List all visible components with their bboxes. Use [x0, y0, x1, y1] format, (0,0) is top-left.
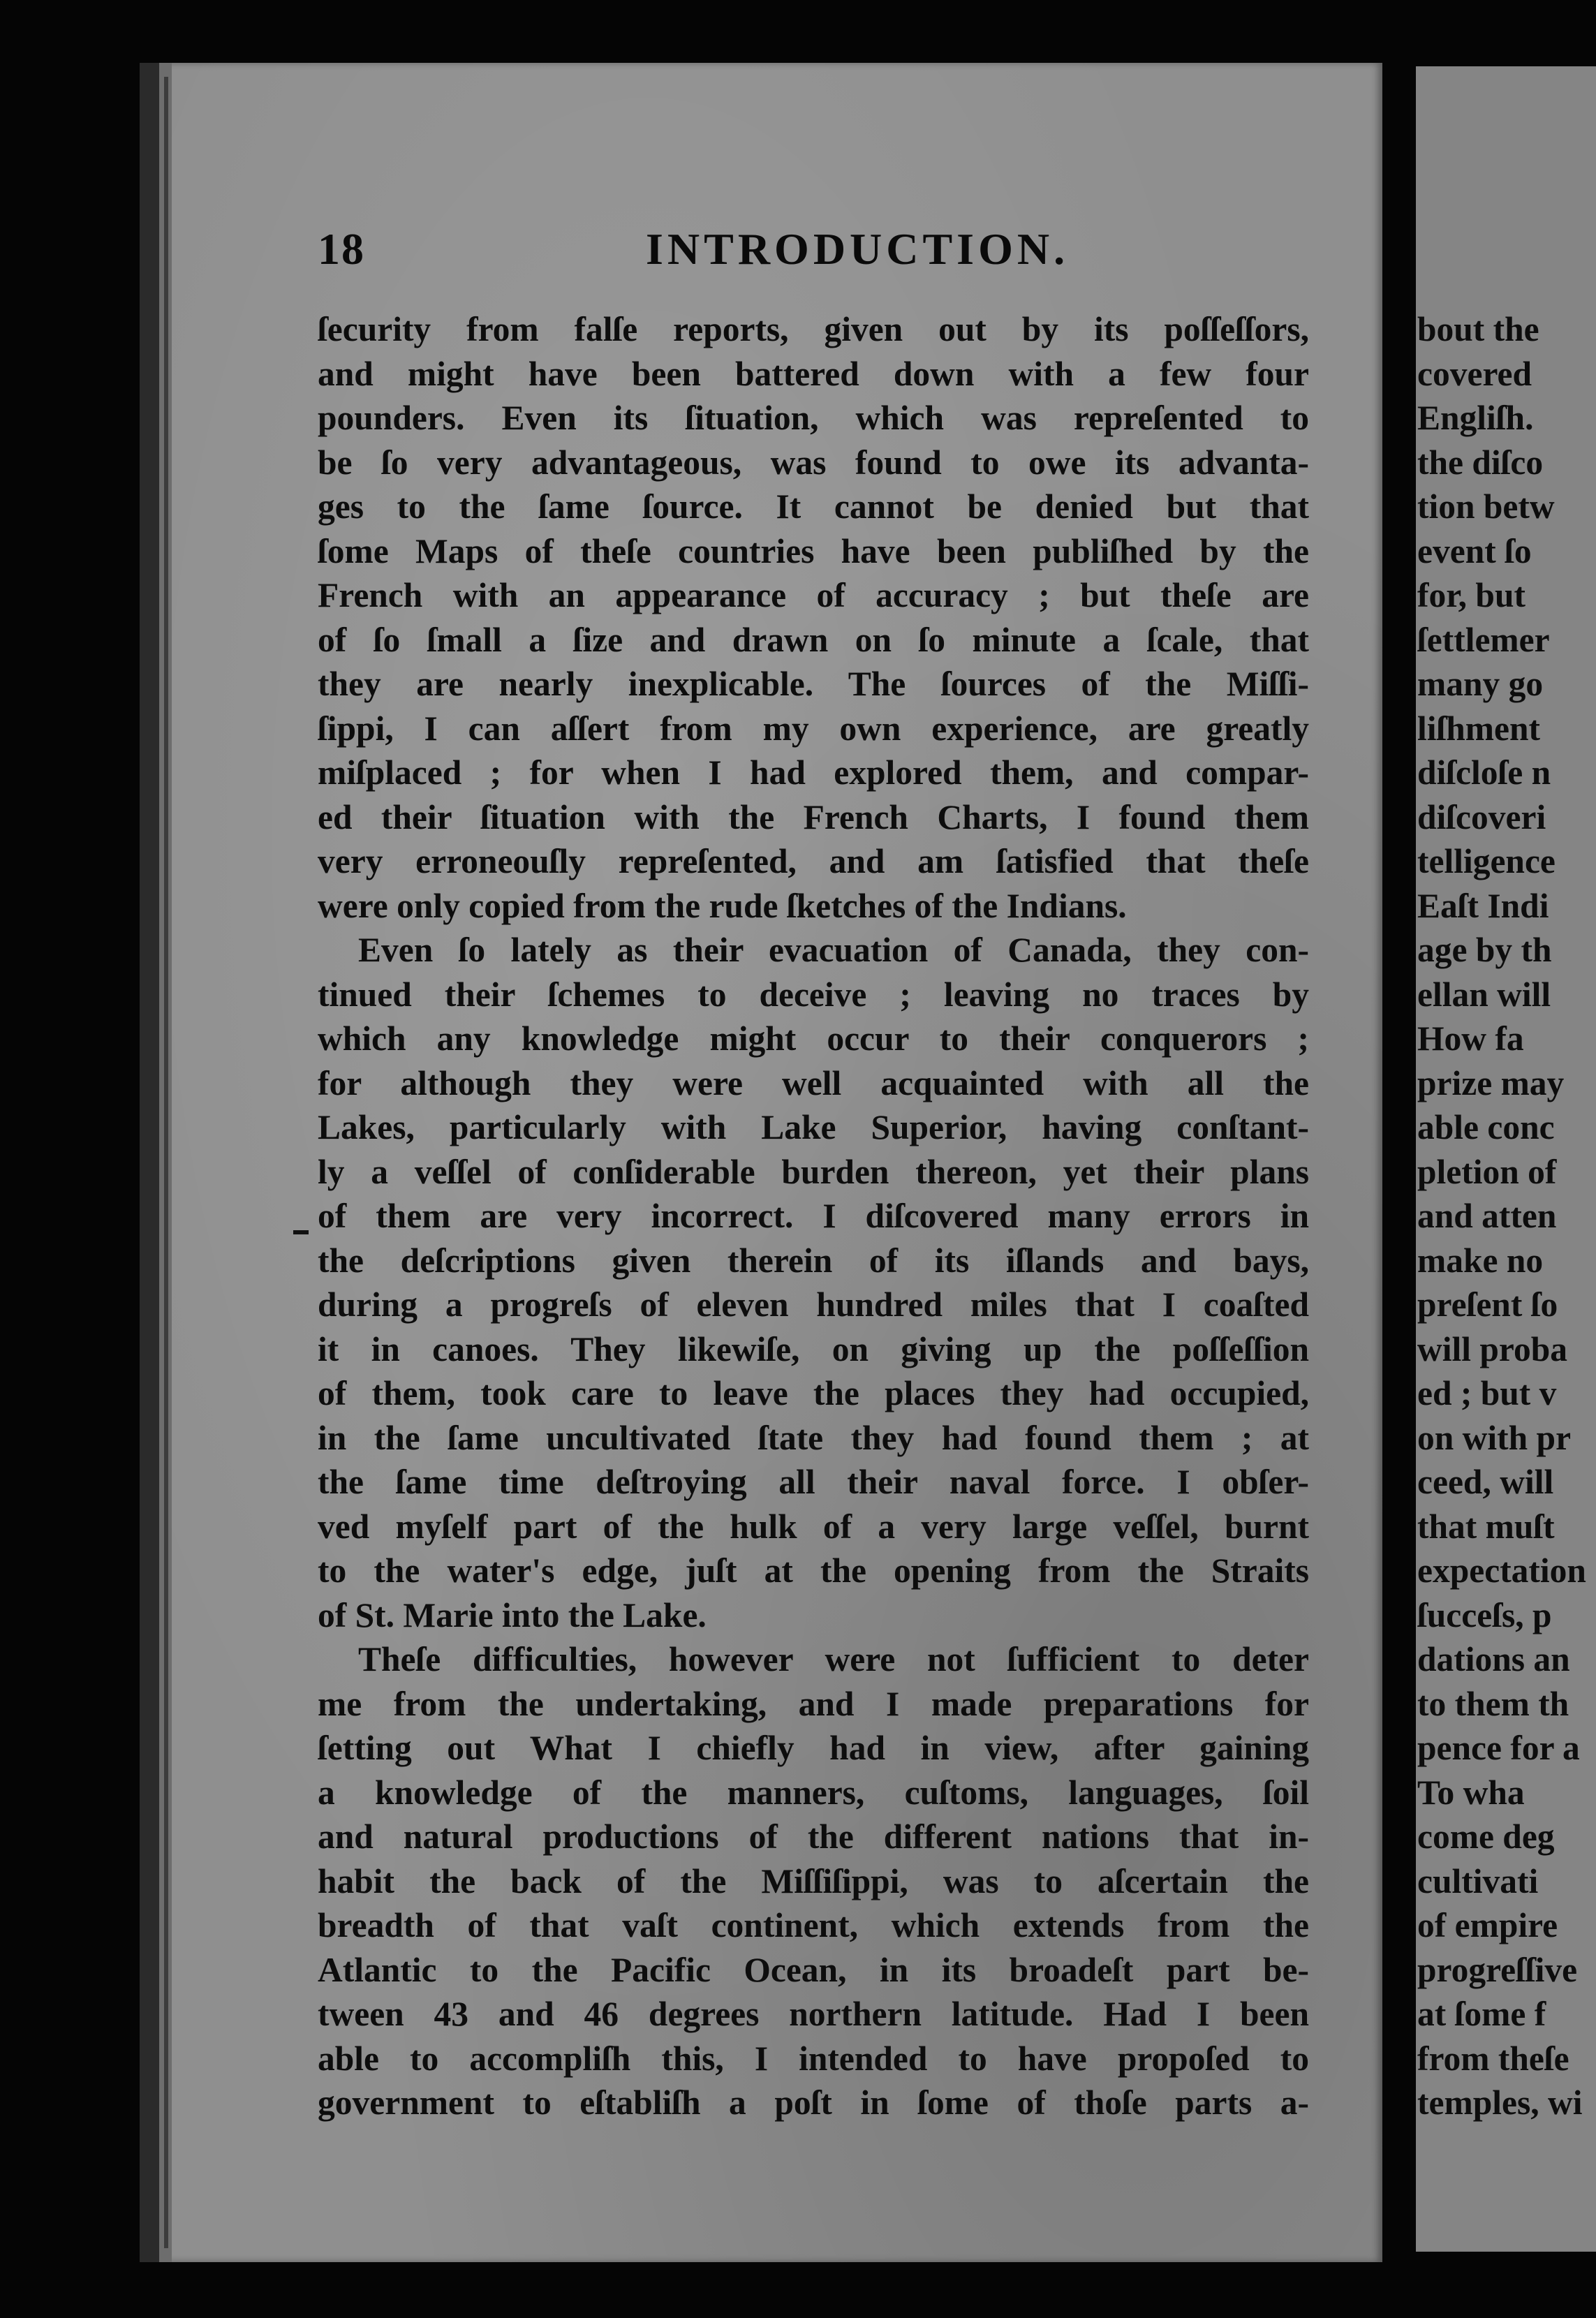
- facing-text-line: cultivati: [1417, 1861, 1539, 1900]
- facing-text-line: event ſo: [1417, 531, 1532, 570]
- facing-text-line: come deg: [1417, 1817, 1555, 1856]
- facing-text-line: the diſco: [1417, 443, 1544, 482]
- text-line: Lakes, particularly with Lake Superior, having conſtant-: [318, 1108, 1309, 1146]
- text-line: and natural productions of the different nations that in-: [318, 1817, 1309, 1856]
- facing-text-line: To wha: [1417, 1773, 1525, 1812]
- text-line: very erroneouſly repreſented, and am ſatisfied that theſe: [318, 842, 1309, 880]
- text-line: ges to the ſame ſource. It cannot be denied but that: [318, 487, 1309, 526]
- text-line: Atlantic to the Pacific Ocean, in its broadeſt part be-: [318, 1950, 1309, 1989]
- facing-text-line: on with pr: [1417, 1418, 1572, 1457]
- text-line: ſetting out What I chiefly had in view, after gaining: [318, 1729, 1309, 1767]
- text-line: pounders. Even its ſituation, which was repreſented to: [318, 399, 1309, 437]
- running-head: [318, 223, 1309, 286]
- facing-text-line: Eaſt Indi: [1417, 886, 1549, 925]
- text-line: the ſame time deſtroying all their naval force. I obſer-: [318, 1463, 1309, 1501]
- facing-text-line: bout the: [1417, 310, 1539, 348]
- text-line: which any knowledge might occur to their conquerors ;: [318, 1019, 1309, 1058]
- text-line: ſome Maps of theſe countries have been publiſhed by the: [318, 531, 1309, 570]
- text-line: able to accompliſh this, I intended to have propoſed to: [318, 2039, 1309, 2078]
- text-line: tinued their ſchemes to deceive ; leaving no traces by: [318, 975, 1309, 1014]
- text-line: of St. Marie into the Lake.: [318, 1595, 707, 1634]
- facing-text-line: preſent ſo: [1417, 1285, 1558, 1324]
- text-line: of them are very incorrect. I diſcovered many errors in: [318, 1197, 1309, 1235]
- facing-text-line: to them th: [1417, 1684, 1569, 1723]
- facing-text-line: liſhment: [1417, 709, 1541, 748]
- text-line: ſippi, I can aſſert from my own experience, are greatly: [318, 709, 1309, 748]
- text-line: government to eſtabliſh a poſt in ſome of thoſe parts a-: [318, 2083, 1309, 2122]
- facing-text-line: able conc: [1417, 1108, 1555, 1146]
- facing-text-line: ſucceſs, p: [1417, 1595, 1552, 1634]
- facing-text-line: covered: [1417, 354, 1532, 393]
- main-text-block: [318, 307, 1309, 2125]
- running-title: INTRODUCTION.: [646, 224, 1070, 274]
- facing-text-line: temples, wi: [1417, 2083, 1583, 2122]
- facing-text-line: diſcoveri: [1417, 797, 1546, 836]
- facing-text-line: diſcloſe n: [1417, 753, 1551, 792]
- facing-text-line: and atten: [1417, 1197, 1557, 1235]
- facing-text-line: ceed, will: [1417, 1463, 1554, 1501]
- text-line: of them, took care to leave the places they had occupied,: [318, 1374, 1309, 1412]
- facing-text-line: make no: [1417, 1241, 1544, 1280]
- text-line: ved myſelf part of the hulk of a very large veſſel, burnt: [318, 1507, 1309, 1546]
- text-line: in the ſame uncultivated ſtate they had found them ; at: [318, 1418, 1309, 1457]
- page-gutter-shadow: [164, 77, 168, 2248]
- facing-text-line: dations an: [1417, 1640, 1570, 1678]
- text-line: to the water's edge, juſt at the opening from the Straits: [318, 1551, 1309, 1590]
- text-line: were only copied from the rude ſketches of the Indians.: [318, 886, 1127, 925]
- facing-text-line: of empire: [1417, 1906, 1558, 1944]
- text-line: a knowledge of the manners, cuſtoms, languages, ſoil: [318, 1773, 1309, 1812]
- facing-text-line: from theſe: [1417, 2039, 1569, 2078]
- text-line: the deſcriptions given therein of its iſlands and bays,: [318, 1241, 1309, 1280]
- facing-text-line: prize may: [1417, 1063, 1565, 1102]
- facing-text-line: progreſſive: [1417, 1950, 1578, 1989]
- text-line: during a progreſs of eleven hundred miles that I coaſted: [318, 1285, 1309, 1324]
- facing-text-line: How fa: [1417, 1019, 1524, 1058]
- text-line: and might have been battered down with a few four: [318, 354, 1309, 393]
- text-line: ed their ſituation with the French Charts, I found them: [318, 797, 1309, 836]
- text-line: habit the back of the Miſſiſippi, was to aſcertain the: [318, 1861, 1309, 1900]
- facing-text-line: pletion of: [1417, 1152, 1557, 1191]
- facing-text-line: ed ; but v: [1417, 1374, 1557, 1412]
- facing-text-line: many go: [1417, 665, 1544, 703]
- facing-text-line: expectation: [1417, 1551, 1586, 1590]
- margin-mark: [293, 1230, 309, 1234]
- text-line: tween 43 and 46 degrees northern latitude. Had I been: [318, 1995, 1309, 2033]
- text-line: of ſo ſmall a ſize and drawn on ſo minute a ſcale, that: [318, 620, 1309, 659]
- text-line: French with an appearance of accuracy ; but theſe are: [318, 576, 1309, 614]
- facing-text-line: age by th: [1417, 931, 1552, 969]
- text-line: breadth of that vaſt continent, which extends from the: [318, 1906, 1309, 1944]
- page-number: 18: [318, 224, 365, 274]
- facing-text-line: Engliſh.: [1417, 399, 1534, 437]
- facing-page-text: [1417, 307, 1596, 2125]
- text-line: be ſo very advantageous, was found to owe its advanta-: [318, 443, 1309, 482]
- facing-text-line: pence for a: [1417, 1729, 1580, 1767]
- text-line: me from the undertaking, and I made preparations for: [318, 1684, 1309, 1723]
- facing-text-line: that muſt: [1417, 1507, 1555, 1546]
- text-line: for although they were well acquainted with all the: [318, 1063, 1309, 1102]
- text-line: Theſe difficulties, however were not ſufficient to deter: [358, 1640, 1309, 1678]
- text-line: it in canoes. They likewiſe, on giving up the poſſeſſion: [318, 1329, 1309, 1368]
- facing-text-line: ellan will: [1417, 975, 1551, 1014]
- facing-text-line: ſettlemer: [1417, 620, 1550, 659]
- text-line: Even ſo lately as their evacuation of Canada, they con-: [358, 931, 1309, 969]
- facing-text-line: telligence: [1417, 842, 1556, 880]
- text-line: they are nearly inexplicable. The ſources of the Miſſi-: [318, 665, 1309, 703]
- facing-text-line: for, but: [1417, 576, 1525, 614]
- facing-text-line: will proba: [1417, 1329, 1568, 1368]
- facing-text-line: at ſome f: [1417, 1995, 1546, 2033]
- text-line: ſecurity from falſe reports, given out by its poſſeſſors,: [318, 310, 1309, 348]
- text-line: ly a veſſel of conſiderable burden thereon, yet their plans: [318, 1152, 1309, 1191]
- facing-text-line: tion betw: [1417, 487, 1555, 526]
- text-line: miſplaced ; for when I had explored them, and compar-: [318, 753, 1309, 792]
